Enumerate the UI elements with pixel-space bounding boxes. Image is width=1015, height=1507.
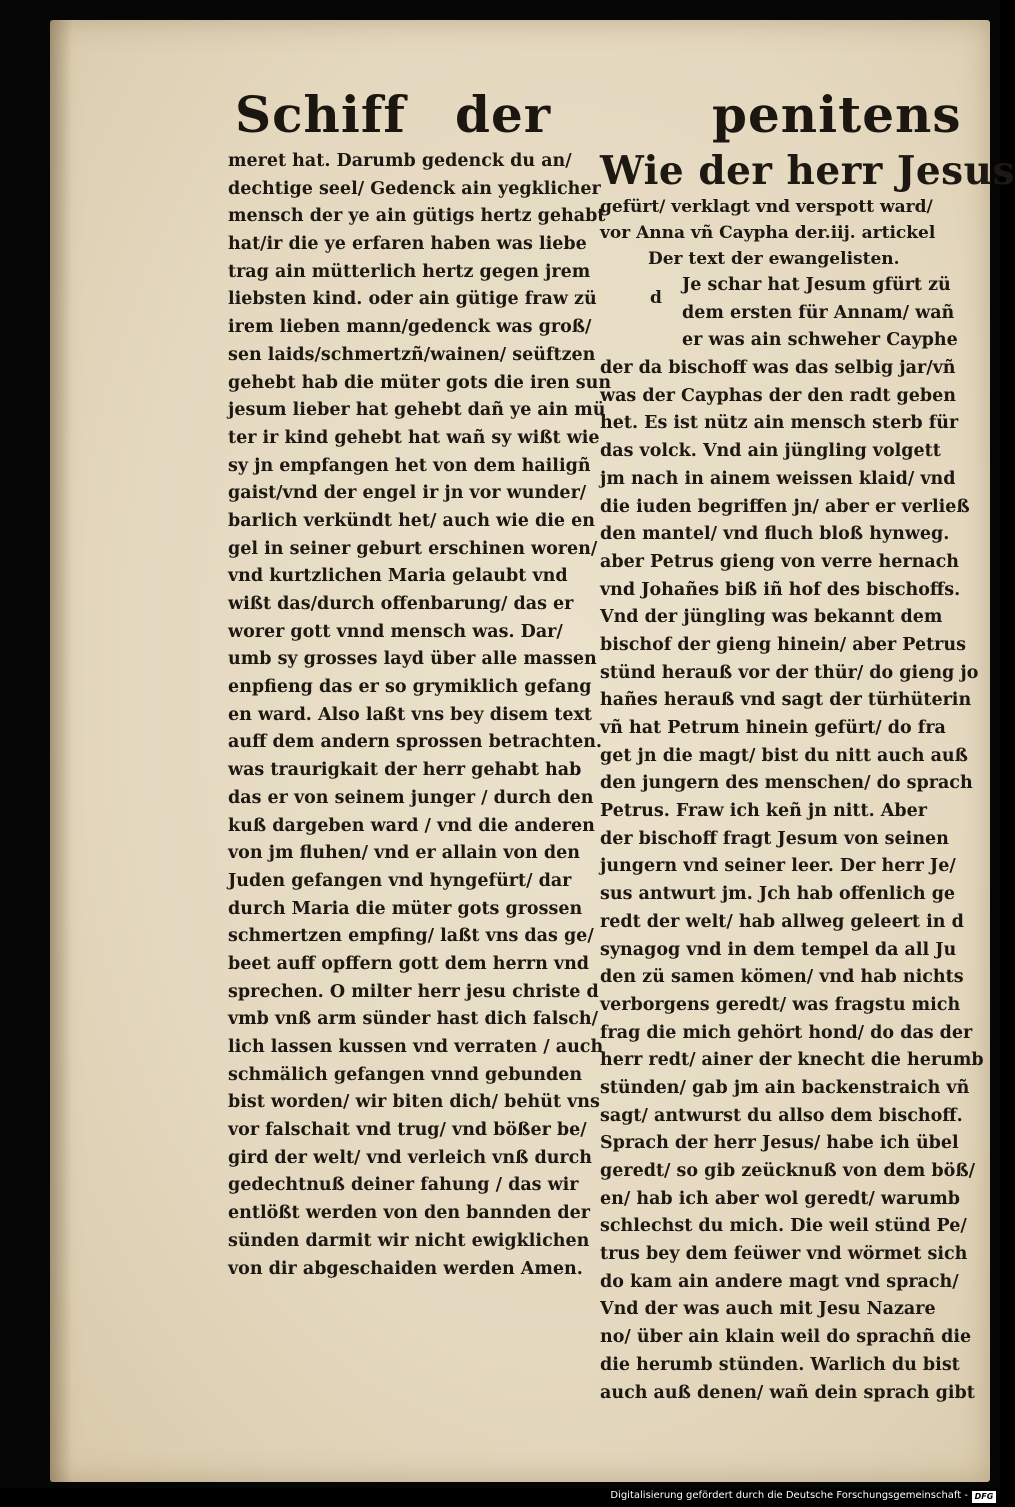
text-line: der da bischoff was das selbig jar/vñ (600, 358, 956, 379)
text-line: Juden gefangen vnd hyngefürt/ dar (228, 870, 572, 891)
dfg-logo: DFG (972, 1491, 996, 1503)
text-line: schlechst du mich. Die weil stünd Pe/ (600, 1216, 967, 1237)
text-line: no/ über ain klain weil do sprachñ die (600, 1327, 972, 1348)
text-line: die herumb stünden. Warlich du bist (600, 1354, 960, 1375)
text-line: liebsten kind. oder ain gütige fraw zü (228, 289, 597, 310)
text-line: was der Cayphas der den radt geben (600, 385, 957, 406)
text-line: ter ir kind gehebt hat wañ sy wißt wie (228, 427, 600, 448)
text-line: vnd kurtzlichen Maria gelaubt vnd (228, 566, 568, 587)
text-line: vñ hat Petrum hinein gefürt/ do fra (600, 718, 946, 738)
text-line: sy jn empfangen het von dem hailigñ (228, 455, 591, 476)
text-line: sen laids/schmertzñ/wainen/ seüftzen (228, 344, 596, 365)
text-line: frag die mich gehört hond/ do das der (600, 1022, 973, 1043)
text-line: vor falschait vnd trug/ vnd bößer be/ (228, 1120, 587, 1141)
text-line: get jn die magt/ bist du nitt auch auß (600, 745, 968, 766)
text-line: geredt/ so gib zeücknuß von dem böß/ (600, 1161, 976, 1181)
text-line: Vnd der was auch mit Jesu Nazare (600, 1299, 936, 1320)
text-line: sünden darmit wir nicht ewigklichen (228, 1230, 590, 1251)
text-line: Vnd der jüngling was bekannt dem (600, 607, 943, 628)
text-line: gehebt hab die müter gots die iren sun (228, 372, 612, 393)
marginal-note: d (650, 288, 662, 308)
text-line: gedechtnuß deiner fahung / das wir (228, 1175, 579, 1196)
text-line: den mantel/ vnd fluch bloß hynweg. (600, 524, 950, 545)
text-line: hat/ir die ye erfaren haben was liebe (228, 234, 587, 255)
text-line: das er von seinem junger / durch den (228, 787, 594, 808)
text-line: hañes herauß vnd sagt der türhüterin (600, 690, 972, 711)
text-line: jesum lieber hat gehebt dañ ye ain mü (228, 400, 606, 421)
text-line: aber Petrus gieng von verre hernach (600, 551, 960, 572)
text-line: sprechen. O milter herr jesu christe d (228, 981, 599, 1002)
right-column-body (600, 355, 984, 1407)
text-line: sus antwurt jm. Jch hab offenlich ge (600, 884, 956, 905)
text-line: von jm fluhen/ vnd er allain von den (228, 843, 580, 864)
page-spine-shadow (50, 20, 72, 1482)
text-line: trag ain mütterlich hertz gegen jrem (228, 261, 591, 282)
text-line: was traurigkait der herr gehabt hab (228, 760, 582, 781)
text-line: vnd Johañes biß iñ hof des bischoffs. (600, 579, 961, 600)
text-line: en ward. Also laßt vns bey disem text (228, 704, 592, 725)
text-line: worer gott vnnd mensch was. Dar/ (228, 621, 563, 642)
chapter-heading: Wie der herr Jesus (600, 148, 1015, 194)
text-line: den zü samen kömen/ vnd hab nichts (600, 967, 964, 988)
text-line: redt der welt/ hab allweg geleert in d (600, 911, 964, 932)
running-head-right-word: penitens (712, 85, 962, 144)
text-line: bist worden/ wir biten dich/ behüt vns (228, 1092, 600, 1113)
chapter-heading-line-2: vor Anna vñ Caypha der.iij. artickel (600, 223, 936, 243)
text-line: kuß dargeben ward / vnd die anderen (228, 815, 595, 836)
text-line: en/ hab ich aber wol geredt/ warumb (600, 1188, 960, 1209)
text-line: jungern vnd seiner leer. Der herr Je/ (600, 856, 956, 877)
footer-credit: Digitalisierung gefördert durch die Deutsche Forschungsgemeinschaft - (610, 1490, 968, 1501)
right-text-column (600, 148, 1015, 1407)
text-line: bischof der gieng hinein/ aber Petrus (600, 634, 966, 655)
text-line: stünden/ gab jm ain backenstraich vñ (600, 1077, 970, 1098)
text-line: trus bey dem feüwer vnd wörmet sich (600, 1244, 968, 1265)
text-line: stünd herauß vor der thür/ do gieng jo (600, 662, 979, 683)
text-line: gel in seiner geburt erschinen woren/ (228, 538, 598, 559)
text-line: enpfieng das er so grymiklich gefang (228, 677, 592, 698)
text-line: lich lassen kussen vnd verraten / auch (228, 1037, 604, 1057)
running-head-left-word-2: der (455, 85, 552, 144)
text-line: jm nach in ainem weissen klaid/ vnd (600, 468, 956, 489)
text-line: das volck. Vnd ain jüngling volgett (600, 441, 941, 462)
text-line: gaist/vnd der engel ir jn vor wunder/ (228, 483, 587, 504)
footer-bar (0, 1488, 1000, 1507)
text-line: irem lieben mann/gedenck was groß/ (228, 317, 592, 338)
text-line: sagt/ antwurst du allso dem bischoff. (600, 1105, 963, 1126)
text-line: Petrus. Fraw ich keñ jn nitt. Aber (600, 801, 927, 822)
running-head-left-word-1: Schiff (235, 85, 406, 144)
text-line: dechtige seel/ Gedenck ain yegklicher (228, 178, 601, 199)
text-line: wißt das/durch offenbarung/ das er (228, 594, 574, 614)
text-line: die iuden begriffen jn/ aber er verließ (600, 496, 970, 517)
text-line: do kam ain andere magt vnd sprach/ (600, 1271, 959, 1292)
text-line: schmertzen empfing/ laßt vns das ge/ (228, 926, 594, 947)
text-line: durch Maria die müter gots grossen (228, 898, 583, 919)
text-line: gird der welt/ vnd verleich vnß durch (228, 1147, 593, 1168)
text-line: beet auff opffern gott dem herrn vnd (228, 953, 590, 974)
text-line: schmälich gefangen vnnd gebunden (228, 1064, 583, 1085)
text-line: herr redt/ ainer der knecht die herumb (600, 1050, 984, 1071)
text-line: den jungern des menschen/ do sprach (600, 773, 973, 794)
text-line: verborgens geredt/ was fragstu mich (600, 994, 961, 1015)
chapter-heading-line-1: gefürt/ verklagt vnd verspott ward/ (600, 197, 933, 217)
text-line: dem ersten für Annam/ wañ (682, 302, 955, 323)
text-line: auff dem andern sprossen betrachten. (228, 732, 603, 753)
text-line: meret hat. Darumb gedenck du an/ (228, 151, 572, 171)
text-line: er was ain schweher Cayphe (682, 330, 958, 351)
text-heading: Der text der ewangelisten. (648, 249, 900, 269)
text-line: auch auß denen/ wañ dein sprach gibt (600, 1382, 975, 1403)
text-line: Je schar hat Jesum gfürt zü (682, 275, 951, 295)
text-line: het. Es ist nütz ain mensch sterb für (600, 413, 959, 434)
text-line: mensch der ye ain gütigs hertz gehabt (228, 206, 606, 227)
text-line: umb sy grosses layd über alle massen (228, 649, 597, 670)
text-line: Sprach der herr Jesus/ habe ich übel (600, 1133, 959, 1154)
text-line: vmb vnß arm sünder hast dich falsch/ (228, 1009, 599, 1030)
text-line: barlich verkündt het/ auch wie die en (228, 510, 595, 531)
left-text-column (228, 148, 612, 1283)
text-line: von dir abgeschaiden werden Amen. (228, 1258, 583, 1279)
text-line: der bischoff fragt Jesum von seinen (600, 828, 949, 849)
text-line: entlößt werden von den bannden der (228, 1203, 590, 1224)
text-line: synagog vnd in dem tempel da all Ju (600, 939, 957, 960)
